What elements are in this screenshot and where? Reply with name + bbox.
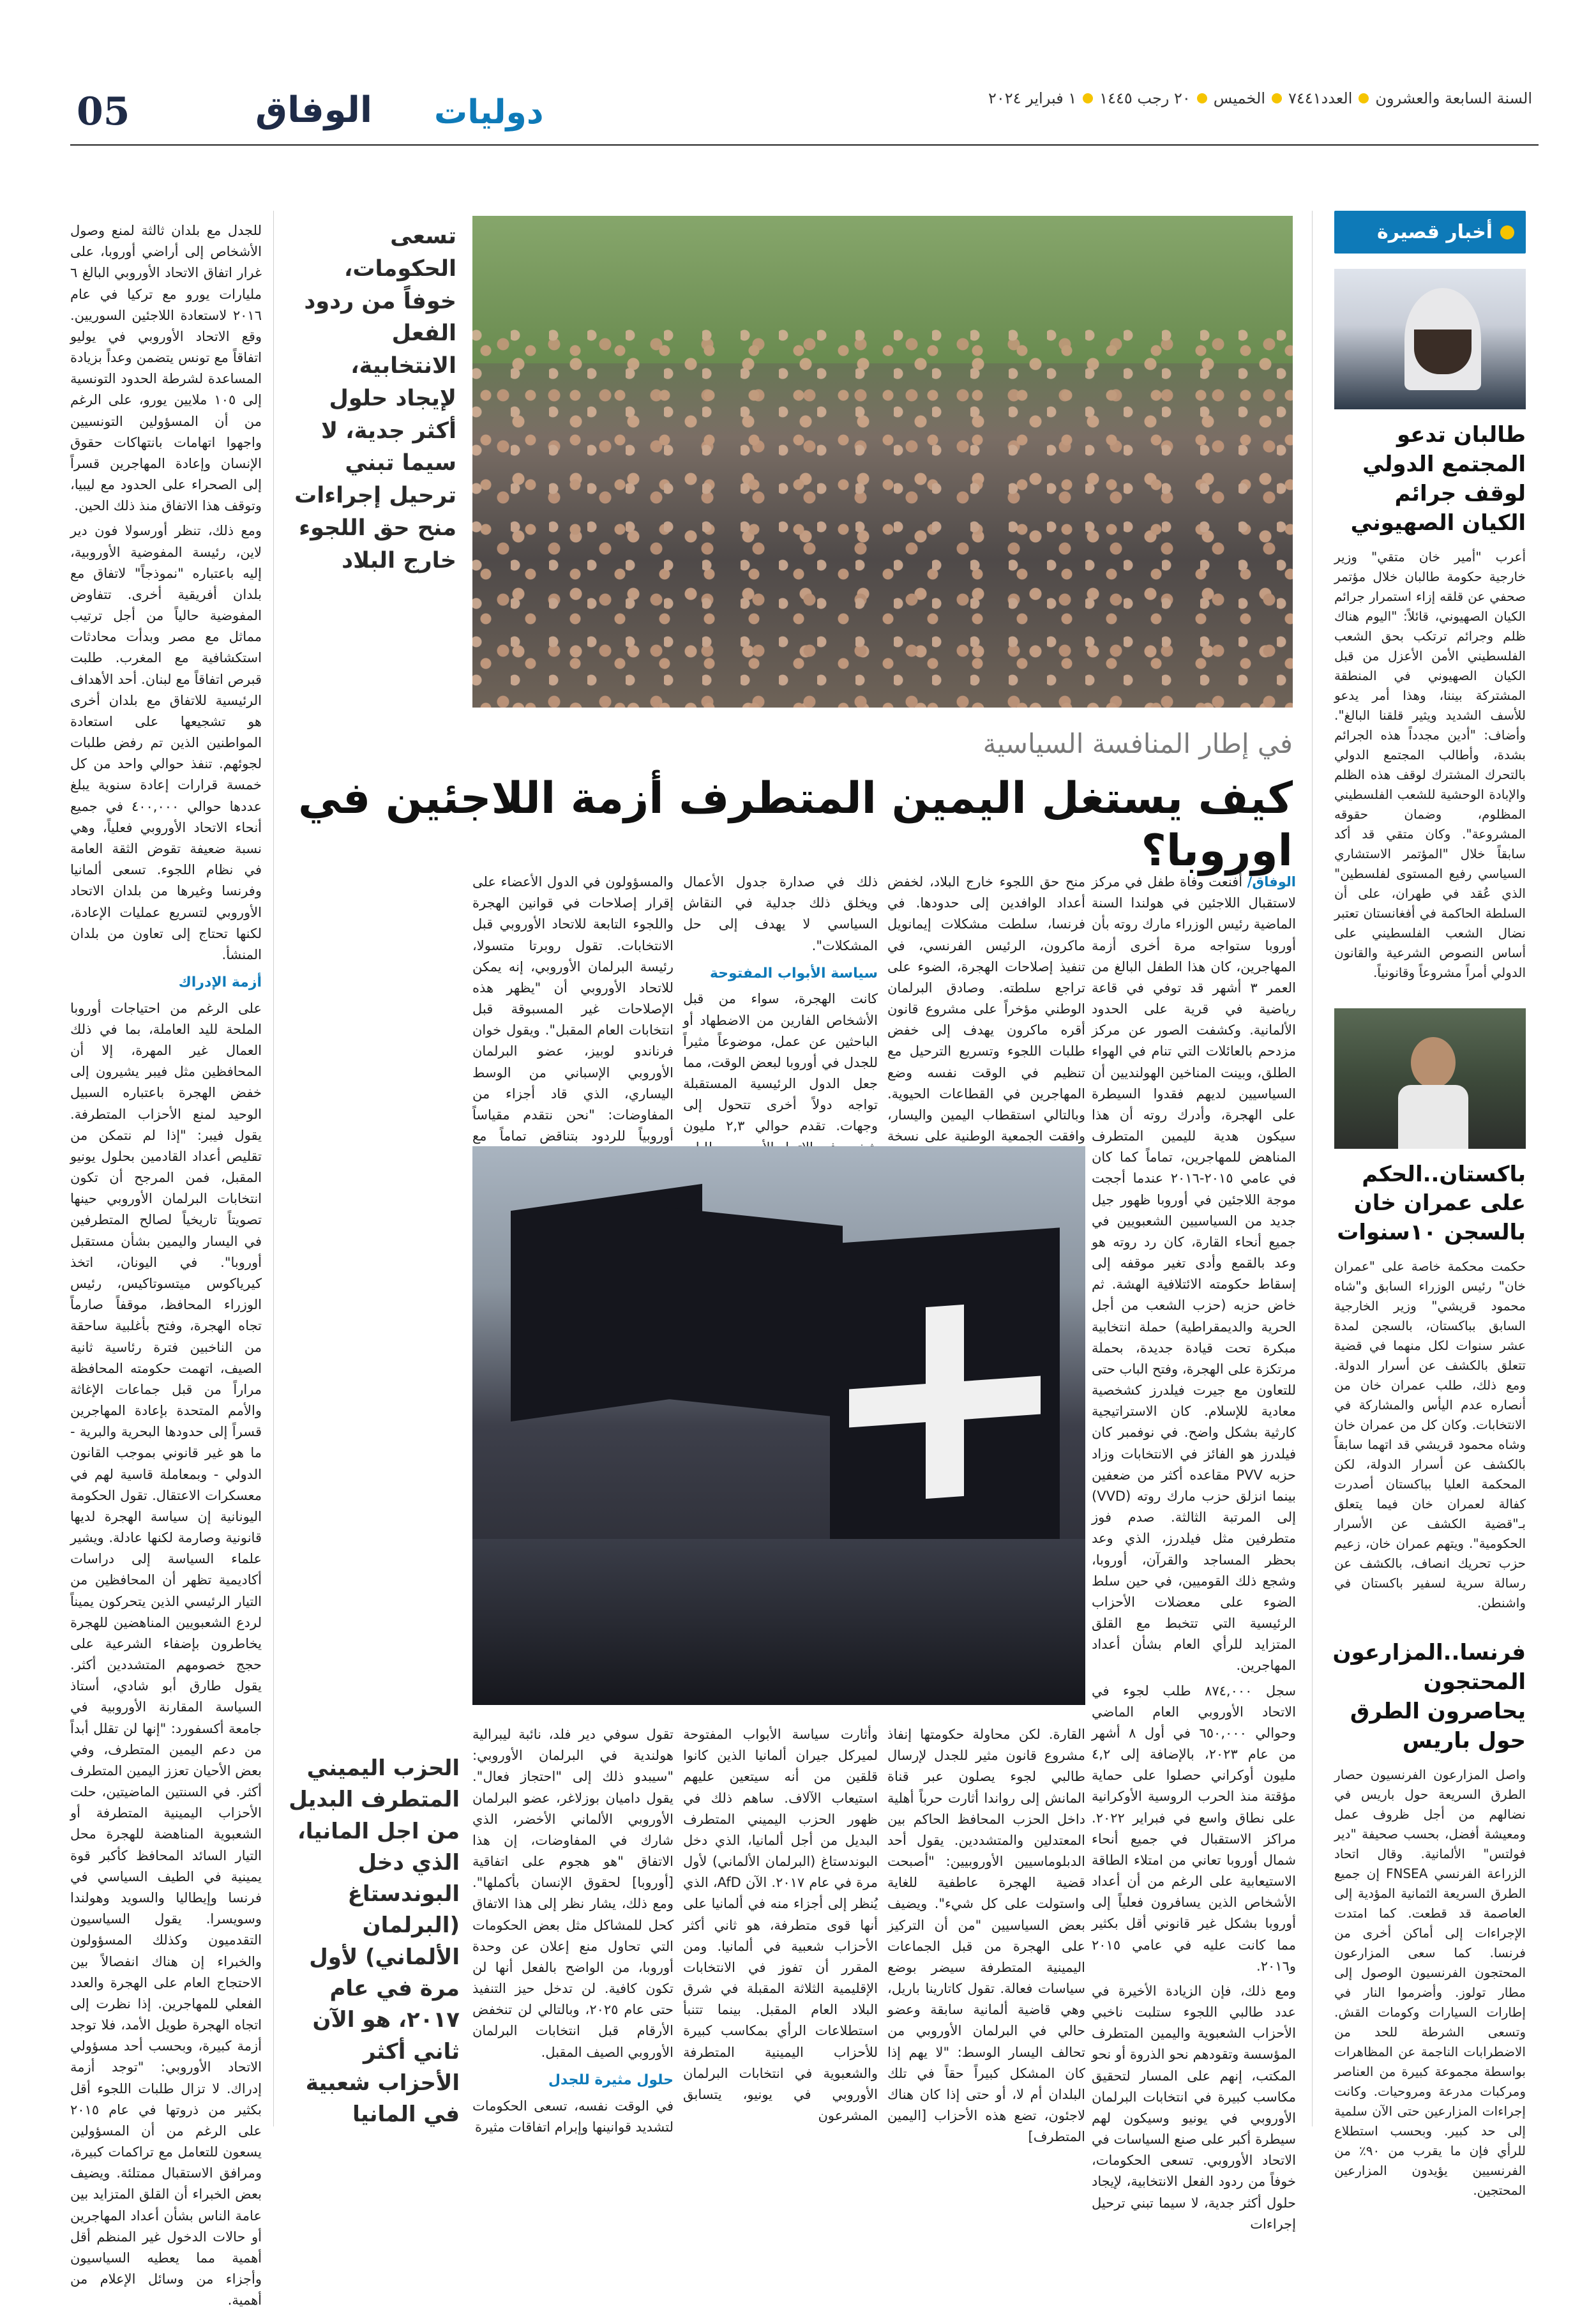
article-column-2-bottom (887, 1724, 1085, 2145)
paragraph: للجدل مع بلدان ثالثة لمنع وصول الأشخاص إلى أراضي أوروبا، على غرار اتفاق الاتحاد الأوروبي البالغ ٦ مليارات يورو مع تركيا في عام ٢٠١٦ لاستعادة اللاجئين السوريين. وقع الاتحاد الأوروبي في يوليو اتفاقاً مع تونس يتضمن وعداً بزيادة المساعدة لشرطة الحدود التونسية إلى ١٠٥ ملايين يورو، على الرغم من أن المسؤولين التونسيين واجهوا اتهامات بانتهاكات حقوق الإنسان وإعادة المهاجرين قسراً إلى الصحراء على الحدود مع ليبيا، وتوقف هذا الاتفاق منذ ذلك الحين. (70, 223, 262, 514)
newspaper-logo[interactable]: الوفاق (255, 89, 373, 131)
issue-year: السنة السابعة والعشرون (1375, 89, 1532, 107)
bullet-icon (1272, 93, 1282, 103)
section-title[interactable]: دوليات (434, 93, 544, 132)
issue-gregorian-date: ١ فبراير ٢٠٢٤ (988, 89, 1077, 107)
news-photo-imran-khan (1334, 1008, 1526, 1149)
crowd-of-refugees (472, 324, 1293, 708)
news-headline[interactable]: فرنسا..المزارعون المحتجون يحاصرون الطرق حول باريس (1332, 1640, 1526, 1754)
news-body: أعرب "أمير خان متقي" وزير خارجية حكومة طالبان خلال مؤتمر صحفي عن قلقه إزاء استمرار جرائم الكيان الصهيوني، قائلاً: "اليوم هناك ظلم وجرائم ترتكب بحق الشعب الفلسطيني الأمن الأعزل من قبل الكيان الصهيوني في المنطقة المشتركة بيننا، وهذا أمر يدعو للأسف الشديد ويثير قلقنا البالغ". وأضاف: "أدين مجدداً هذه الجرائم بشدة، وأطالب المجتمع الدولي بالتحرك المشترك لوقف هذه الظلم والإبادة الوحشية للشعب الفلسطيني المظلوم، وضمان حقوقه المشروعة". وكان متقي قد أكد سابقاً خلال "المؤتمر الاستشاري السياسي رفيع المستوى لفلسطين" الذي عُقد في طهران، على أن السلطة الحاكمة في أفغانستان تعتبر نضال الشعب الفلسطيني على أساس النصوص الشرعية والقانون الدولي أمراً مشروعاً وقانونياً. (1334, 549, 1526, 980)
bullet-icon (1083, 93, 1093, 103)
short-news-label: أخبار قصيرة (1377, 221, 1493, 243)
paragraph: في الوقت نفسه، تسعى الحكومات لتشديد قوانينها وإبرام اتفاقات مثيرة (472, 2098, 674, 2135)
column-divider (273, 211, 274, 2126)
paragraph: القارة. لكن محاولة حكومتها إنفاذ مشروع قانون مثير للجدل لإرسال طالبي لجوء يصلون عبر قناة المانش إلى رواندا أثارت حرباً أهلية داخل الحزب المحافظ الحاكم بين المعتدلين والمتشددين. يقول أحد الدبلوماسيين الأوروبيين: "أصبحت قضية الهجرة عاطفية للغاية واستولت على كل شيء". ويضيف بعض السياسيين "من أن التركيز على الهجرة من قبل الجماعات اليمينية المتطرفة سيضر بوضع سياسات فعالة. تقول كاتارينا باريل، وهي قاضية ألمانية سابقة وعضو حالي في البرلمان الأوروبي من تحالف اليسار الوسط: "لا يهم إذا كان المشكل كبيراً حقاً في تلك البلدان أم لا، أو حتى إذا كان هناك لاجئون، تضع هذه الأحزاب [اليمين المتطرف] (887, 1727, 1085, 2145)
issue-info (988, 89, 1532, 107)
paragraph: ومع ذلك، تنظر أورسولا فون دير لاين، رئيسة المفوضية الأوروبية، إليه باعتباره "نموذجاً" لاتفاق مع بلدان أفريقية أخرى. تتفاوض المفوضية حالياً من أجل ترتيب مماثل مع مصر وبدأت محادثات استكشافية مع المغرب. طلبت قبرص اتفاقاً مع لبنان. أحد الأهداف الرئيسية للاتفاق مع بلدان أخرى هو تشجيعها على استعادة المواطنين الذين تم رفض طلبات لجوئهم. تنفذ حوالي واحد من كل خمسة قرارات إعادة سنوية يبلغ عددها حوالي ٤٠٠,٠٠٠ في جميع أنحاء الاتحاد الأوروبي فعلياً، وهي نسبة ضعيفة تقوض الثقة العامة في نظام اللجوء. تسعى ألمانيا وفرنسا وغيرها من بلدان الاتحاد الأوروبي لتسريع عمليات الإعادة، لكنها تحتاج إلى تعاون من بلدان المنشأ. (70, 523, 262, 962)
black-flag (664, 1207, 843, 1417)
news-photo-taliban (1334, 269, 1526, 409)
iron-cross-flag (830, 1227, 1060, 1575)
pull-quote: الحزب اليميني المتطرف البديل من اجل المانيا، الذي دخل البوندستاغ (البرلمان الألماني) لأول مرة في عام ٢٠١٧، هو الآن ثاني أكثر الأحزاب شعبية في المانيا (289, 1755, 460, 2128)
source-tag: الوفاق/ (1247, 874, 1296, 890)
news-body: حكمت محكمة خاصة على "عمران خان" رئيس الوزراء السابق و"شاه محمود قريشي" وزير الخارجية السابق بباكستان، بالسجن لمدة عشر سنوات لكل منهما في قضية تتعلق بالكشف عن أسرار الدولة. ومع ذلك، طلب عمران خان من أنصاره عدم اليأس والمشاركة في الانتخابات. وكان كل من عمران خان وشاه محمود قريشي قد اتهما سابقاً بالكشف عن أسرار الدولة، لكن المحكمة العليا بباكستان أصدرت كفالة لعمران خان فيما يتعلق بـ"قضية الكشف عن الأسرار الحكومية". ويتهم عمران خان، زعيم حزب تحريك انصاف، بالكشف عن رسالة سرية لسفير باكستان في واشنطن. (1334, 1259, 1526, 1611)
page-number: 05 (77, 89, 130, 134)
paragraph: وأثارت سياسة الأبواب المفتوحة لميركل جيران ألمانيا الذين كانوا قلقين من أنه سيتعين عليهم استيعاب الآلاف. ساهم ذلك في ظهور الحزب اليميني المتطرف البديل من أجل ألمانيا، الذي دخل البوندستاغ (البرلمان الألماني) لأول مرة في عام ٢٠١٧. الآن AfD، الذي يُنظر إلى أجزاء منه في ألمانيا على أنها قوى متطرفة، هو ثاني أكثر الأحزاب شعبية في ألمانيا. ومن المقرر أن تفوز في الانتخابات الإقليمية الثلاثة المقبلة في شرق البلاد العام المقبل. بينما تتنبأ استطلاعات الرأي بمكاسب كبيرة للأحزاب اليمينية المتطرفة والشعبوية في انتخابات البرلمان الأوروبي في يونيو، يتسابق المشرعون (683, 1727, 878, 2124)
protest-photo-flags (472, 1146, 1085, 1705)
article-kicker: في إطار المنافسة السياسية (982, 728, 1293, 759)
bullet-icon (1359, 93, 1369, 103)
article-column-1 (1092, 872, 1296, 2232)
paragraph: سجل ٨٧٤,٠٠٠ طلب لجوء في الاتحاد الأوروبي العام الماضي وحوالي ٦٥٠,٠٠٠ في أول ٨ أشهر من عام ٢٠٢٣، بالإضافة إلى ٤,٢ مليون أوكراني حصلوا على حماية مؤقتة منذ الحرب الروسية الأوكرانية على نطاق واسع في فبراير ٢٠٢٢. مراكز الاستقبال في جميع أنحاء شمال أوروبا تعاني من امتلاء الطاقة الاستيعابية على الرغم من أن أعداد الأشخاص الذين يسافرون فعلياً إلى أوروبا بشكل غير قانوني أقل بكثير مما كانت عليه في عامي ٢٠١٥ و٢٠١٦. (1092, 1683, 1296, 1974)
subheading: سياسة الأبواب المفتوحة (709, 965, 878, 981)
bullet-icon (1500, 225, 1514, 239)
paragraph: أفنعت وفاة طفل في مركز لاستقبال اللاجئين في هولندا السنة الماضية رئيس الوزراء مارك روته بأن أوروبا ستواجه مرة أخرى أزمة المهاجرين، كان هذا الطفل البالغ من العمر ٣ أشهر قد توفي في قاعة رياضية في قرية على الحدود الألمانية. وكشفت الصور عن مركز مزدحم بالعائلات التي تنام في الهواء الطلق، وبينت المناخين الهولنديين أن السياسيين لديهم فقدوا السيطرة على الهجرة، وأدرك روته أن هذا سيكون هدية لليمين المتطرف المناهض للمهاجرين، تماماً كما كان في عامي ٢٠١٥-٢٠١٦ عندما أججت موجة اللاجئين في أوروبا ظهور جيل جديد من السياسيين الشعبويين في جميع أنحاء القارة، كان رد روته هو وعد بالقمع وأدى تغير موقفه إلى إسقاط حكومته الائتلافية الهشة. ثم خاض حزبه (حزب الشعب من أجل الحرية والديمقراطية) حملة انتخابية مبكرة تحت قيادة جديدة، بحملة مرتكزة على الهجرة، وفتح الباب حتى للتعاون مع جيرت فيلدرز كشخصية معادية للإسلام. كان الاستراتيجية كارثية بشكل واضح. في نوفمبر كان فيلدرز هو الفائز في الانتخابات وزاد حزبه PVV مقاعده أكثر من ضعفين بينما انزلق حزب مارك روته (VVD) إلى المرتبة الثالثة. صدم فوز متطرفين مثل فيلدرز، الذي وعد بحظر المساجد والقرآن، أوروبا، وشجع ذلك القوميين، في حين سلط الضوء على معضلات الأحزاب الرئيسية التي تتخبط مع القلق المتزايد للرأي العام بشأن أعداد المهاجرين. (1092, 874, 1296, 1674)
short-news-sidebar (1332, 211, 1526, 2198)
article-column-4-bottom (472, 1724, 674, 2135)
paragraph: منح حق اللجوء خارج البلاد، لخفض أعداد الوافدين إلى حدودها. في فرنسا، سلطت مشكلات إيمانويل ماكرون، الرئيس الفرنسي، في تنفيذ إصلاحات الهجرة، الضوء على تراجع سلطته. وصادق البرلمان الوطني مؤخراً على مشروع قانون أقره ماكرون يهدف إلى خفض طلبات اللجوء وتسريع الترحيل مع تنظيم في الوقت نفسه وضع المهاجرين في القطاعات الحيوية. وبالتالي استقطاب اليمين واليسار، وافقت الجمعية الوطنية على نسخة (887, 874, 1085, 1144)
crowd-of-protesters (472, 1539, 1085, 1705)
article-column-far-left (70, 220, 262, 2308)
article-title[interactable]: كيف يستغل اليمين المتطرف أزمة اللاجئين في اوروبا؟ (297, 773, 1293, 876)
issue-hijri-date: ٢٠ رجب ١٤٤٥ (1099, 89, 1191, 107)
pull-quote: تسعى الحكومات، خوفاً من ردود الفعل الانتخابية، لإيجاد حلول أكثر جدية، لا سيما تبني ترحيل إجراءات منح حق اللجوء خارج البلاد (294, 224, 456, 573)
paragraph: ذلك في صدارة جدول الأعمال ويخلق ذلك جدلية في النقاش السياسي لا يهدف إلى حل المشكلات". (683, 874, 878, 953)
column-divider (1312, 211, 1313, 2126)
paragraph: ومع ذلك، فإن الزيادة الأخيرة في عدد طالبي اللجوء ستلبت ناخبي الأحزاب الشعبوية واليمين المتطرف المؤسسة وتقودهم نحو الذروة أو نحو المكتب، إنهم على المسار لتحقيق مكاسب كبيرة في انتخابات البرلمان الأوروبي في يونيو وسيكون لهم سيطرة أكبر على صنع السياسات في الاتحاد الأوروبي. تسعى الحكومات، خوفاً من ردود الفعل الانتخابية، لإيجاد حلول أكثر جدية، لا سيما تبني ترحيل إجراءات (1092, 1983, 1296, 2232)
paragraph: والمسؤولون في الدول الأعضاء على إقرار إصلاحات في قوانين الهجرة واللجوء التابعة للاتحاد الأوروبي قبل الانتخابات. تقول روبرتا متسولا، رئيسة البرلمان الأوروبي، إنه يمكن للاتحاد الأوروبي أن "يظهر هذه الإصلاحات غير المسبوقة قبل انتخابات العام المقبل". ويقول خوان فرناندو لوبيز، عضو البرلمان الأوروبي الإسباني من الوسط اليساري، الذي قاد أجزاء من المفاوضات: "نحن نتقدم مقياساً أوروبياً للردود بتناقض تماماً مع (472, 874, 674, 1144)
subheading: حلول مثيرة للجدل (548, 2072, 674, 2088)
paragraph: على الرغم من احتياجات أوروبا الملحة لليد العاملة، بما في ذلك العمال غير المهرة، إلا أن المحافظين مثل فيبر يشيرون إلى خفض الهجرة باعتباره السبيل الوحيد لمنع الأحزاب المتطرفة. يقول فيبر: "إذا لم نتمكن من تقليص أعداد القادمين بحلول يونيو المقبل، فمن المرجح أن تكون انتخابات البرلمان الأوروبي حينها تصويتاً تاريخياً لصالح المتطرفين في اليسار واليمين بشأن مستقبل أوروبا". في اليونان، اتخذ كيرياكوس ميتسوتاكيس، رئيس الوزراء المحافظ، موقفاً صارماً تجاه الهجرة، وفتح بأغلبية ساحقة من الناخبين فترة رئاسية ثانية الصيف، اتهمت حكومته المحافظة مراراً من قبل جماعات الإغاثة والأمم المتحدة بإعادة المهاجرين قسراً إلى حدودها البحرية والبرية - ما هو غير قانوني بموجب القانون الدولي - وبمعاملة قاسية لهم في معسكرات الاعتقال. تقول الحكومة اليونانية إن سياسة الهجرة لديها قانونية وصارمة لكنها عادلة. ويشير علماء السياسة إلى دراسات أكاديمية تظهر أن المحافظين من التيار الرئيسي الذين يتحركون يميناً لردع الشعبويين المناهضين للهجرة يخاطرون بإضفاء الشرعية على حجج خصومهم المتشددين أكثر. يقول طارق أبو شادي، أستاذ السياسة المقارنة الأوروبية في جامعة أكسفورد: "إنها لن تقلل أبداً من دعم اليمين المتطرف، وفي بعض الأحيان تعزز اليمين المتطرف أكثر. في السنتين الماضيتين، حلت الأحزاب اليمينية المتطرفة أو الشعبوية المناهضة للهجرة محل التيار السائد المحافظ كأكبر قوة يمينية في الطيف السياسي في فرنسا وإيطاليا والسويد وهولندا وسويسرا. يقول السياسيون التقدميون وكذلك المسؤولون والخبراء إن هناك انفصالاً بين الاحتجاج العام على الهجرة والعدد الفعلي للمهاجرين. إذا نظرت إلى اتجاه الهجرة طويل الأمد، فلا توجد أزمة كبيرة، وبحسب أحد مسؤولي الاتحاد الأوروبي: "توجد أزمة إدراك. لا تزال طلبات اللجوء أقل بكثير من ذروتها في عام ٢٠١٥ على الرغم من أن المسؤولين يسعون للتعامل مع تراكمات كبيرة، ومرافق الاستقبال ممتلئة. ويضيف بعض الخبراء أن القلق المتزايد بين عامة الناس بشأن أعداد المهاجرين أو حالات الدخول غير المنظم أقل أهمية مما يعطيه السياسيون وأجزاء من وسائل الإعلام من أهمية. (70, 1000, 262, 2308)
news-headline[interactable]: طالبان تدعو المجتمع الدولي لوقف جرائم الكيان الصهيوني (1350, 422, 1526, 536)
lead-photo-refugees (472, 216, 1293, 708)
masthead (70, 75, 1539, 146)
issue-day: الخميس (1213, 89, 1265, 107)
bullet-icon (1197, 93, 1207, 103)
subheading: أزمة الإدراك (178, 974, 262, 991)
paragraph: تقول سوفي دير فلد، نائبة ليبرالية هولندية في البرلمان الأوروبي: "سيبدو ذلك إلى "احتجاز فعال". يقول داميان بوزلاغر، عضو البرلمان الأوروبي الألماني الأخضر، الذي شارك في المفاوضات، إن هذا الاتفاق "هو هجوم على اتفاقية [أوروبا] لحقوق الإنسان بأكملها". ومع ذلك، يشار نظر إلى هذا الاتفاق كحل للمشاكل مثل بعض الحكومات التي تحاول منع إعلان عن وحدة أوروبا، من الواضح بالفعل أنها لن تكون كافية. لن تدخل حيز التنفيذ حتى عام ٢٠٢٥، وبالتالي لن تنخفض الأرقام قبل انتخابات البرلمان الأوروبي الصيف المقبل. (472, 1727, 674, 2060)
short-news-header (1334, 211, 1526, 254)
news-headline[interactable]: باكستان..الحكم على عمران خان بالسجن ١٠سنوات (1337, 1161, 1526, 1246)
article-column-3-bottom (683, 1724, 878, 2126)
news-body: واصل المزارعون الفرنسيون حصار الطرق السريعة حول باريس في نضالهم من أجل ظروف عمل ومعيشة أفضل، بحسب صحيفة "دير فولتس" الألمانية. وقال اتحاد الزراعة الفرنسي FNSEA إن جميع الطرق السريعة الثمانية المؤدية إلى العاصمة قد قطعت. كما امتدت الإجراءات إلى أماكن أخرى من فرنسا. كما سعى المزارعون المحتجون الفرنسيون الوصول إلى مطار تولوز. وأضرموا النار في إطارات السيارات وكومات القش. وتسعى الشرطة للحد من الاضطرابات الناجمة عن المظاهرات بواسطة مجموعة كبيرة من العناصر ومركبات مدرعة ومروحيات. وكانت إجراءات المزارعين حتى الآن سلمية إلى حد كبير. وبحسب استطلاع للرأي فإن ما يقرب من ٩٠٪ من الفرنسيين يؤيدون المزارعين المحتجين. (1334, 1766, 1526, 2198)
issue-number: العدد٧٤٤١ (1288, 89, 1353, 107)
paragraph: كانت الهجرة، سواء من قبل الأشخاص الفارين من الاضطهاد أو الباحثين عن عمل، موضوعاً مثيراً للجدل في أوروبا لبعض الوقت، مما جعل الدول الرئيسية المستقبلة تواجه دولاً أخرى تتحول إلى وجهات. تقدم حوالي ٢,٣ مليون (683, 991, 878, 1134)
